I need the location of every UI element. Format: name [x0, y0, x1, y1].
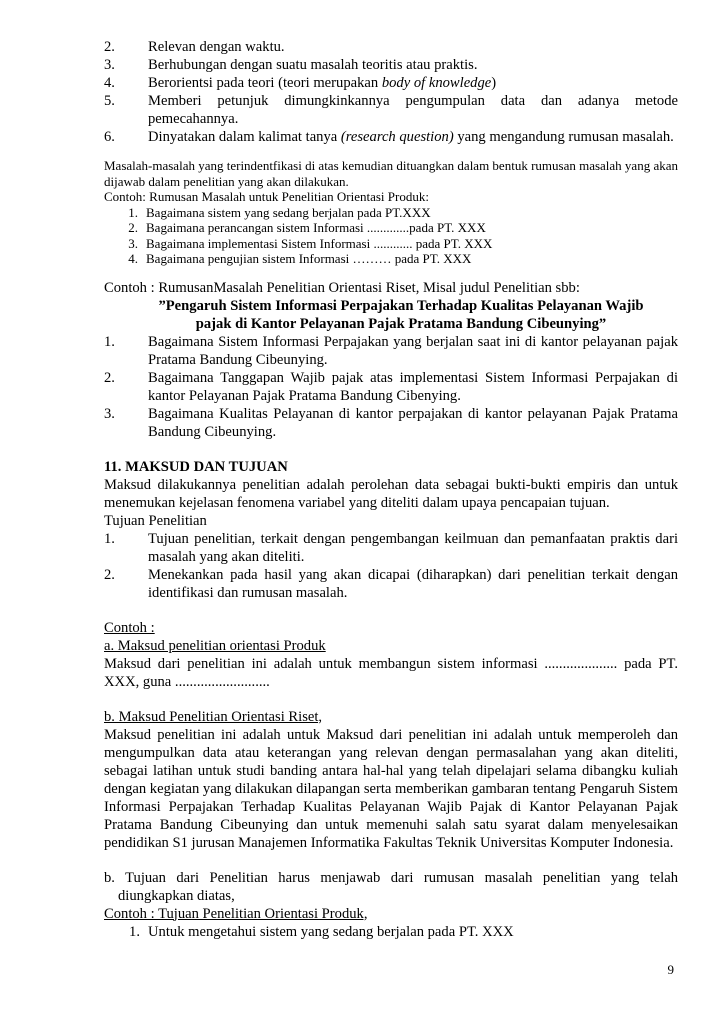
list-number: 2.: [104, 39, 115, 55]
sub-a-heading: a. Maksud penelitian orientasi Produk: [104, 637, 326, 654]
sub-b-paragraph: Maksud penelitian ini adalah untuk Maksud dari penelitian ini adalah untuk memperoleh dan mengumpulkan data atau keterangan yang relevan dengan permasalahan yang akan diteliti, sebagai latihan untuk studi banding antara hal-hal yang telah dipelajari selama dibangku kuliah dengan kegiatan yang dilakukan dilapangan serta memberikan gambaran tentang Pengaruh Sistem Informasi Perpajakan Terhadap Kualitas Pelayanan Wajib Pajak di Kantor Pelayanan Pajak Pratama Bandung Cibeunying dan untuk memenuhi salah satu syarat dalam menyelesaikan pendidikan S1 jurusan Manajemen Informatika Fakultas Teknik Universitas Komputer Indonesia.: [104, 726, 678, 851]
criteria-list: [104, 38, 678, 146]
list-text: Menekankan pada hasil yang akan dicapai (diharapkan) dari penelitian terkait dengan identifikasi dan rumusan masalah.: [148, 566, 678, 601]
list-text: yang mengandung rumusan masalah.: [453, 129, 674, 145]
list-item: [104, 923, 678, 941]
list-item: [104, 220, 678, 236]
list-number: 1.: [128, 204, 138, 220]
list-number: 4.: [128, 251, 138, 266]
page-number: 9: [667, 962, 674, 977]
sub-b-heading: b. Maksud Penelitian Orientasi Riset,: [104, 708, 323, 725]
list-text: Bagaimana perancangan sistem Informasi .............pada PT. XXX: [146, 220, 486, 235]
contoh-label: Contoh :: [104, 619, 155, 636]
list-text: Dinyatakan dalam kalimat tanya: [148, 129, 341, 145]
list-item: [104, 333, 678, 369]
list-text: Berorientsi pada teori (teori merupakan: [148, 75, 382, 91]
list-item: [104, 56, 678, 74]
tujuan-b-paragraph: b. Tujuan dari Penelitian harus menjawab dari rumusan masalah penelitian yang telah diungkapkan diatas,: [104, 869, 678, 904]
list-text: Bagaimana Sistem Informasi Perpajakan yang berjalan saat ini di kantor pelayanan pajak Pratama Bandung Cibeunying.: [148, 333, 678, 368]
document-page: [104, 38, 678, 941]
list-text: Bagaimana pengujian sistem Informasi ……… pada PT. XXX: [146, 251, 472, 266]
tujuan-label: Tujuan Penelitian: [104, 512, 207, 529]
list-text: Untuk mengetahui sistem yang sedang berjalan pada PT. XXX: [148, 923, 514, 940]
list-number: 3.: [104, 57, 115, 73]
list-item: [104, 236, 678, 252]
spacer: [104, 146, 678, 158]
list-number: 4.: [104, 75, 115, 91]
list-item: [104, 92, 678, 128]
small-paragraph: Masalah-masalah yang terindentfikasi di atas kemudian dituangkan dalam bentuk rumusan masalah yang akan dijawab dalam penelitian yang akan dilakukan.: [104, 158, 678, 189]
small-list: [104, 205, 678, 267]
list-number: 6.: [104, 129, 115, 145]
research-question-list: [104, 333, 678, 441]
spacer: [104, 441, 678, 458]
list-text-italic: (research question): [340, 129, 454, 145]
list-item: [104, 530, 678, 566]
contoh-riset-label: Contoh : RumusanMasalah Penelitian Orientasi Riset, Misal judul Penelitian sbb:: [104, 279, 580, 296]
list-text-italic: body of knowledge: [381, 75, 492, 91]
list-text: Berhubungan dengan suatu masalah teoritis atau praktis.: [148, 57, 478, 73]
list-item: [104, 405, 678, 441]
list-item: [104, 566, 678, 602]
list-number: 2.: [104, 566, 115, 583]
list-item: [104, 369, 678, 405]
list-item: [104, 205, 678, 221]
research-title-line-2: pajak di Kantor Pelayanan Pajak Pratama Bandung Cibeunying”: [195, 315, 607, 332]
list-text: Bagaimana sistem yang sedang berjalan pada PT.XXX: [146, 204, 431, 220]
spacer: [104, 852, 678, 869]
maksud-paragraph: Maksud dilakukannya penelitian adalah perolehan data sebagai bukti-bukti empiris dan untuk menemukan kejelasan fenomena variabel yang diteliti dalam upaya pencapaian tujuan.: [104, 476, 678, 511]
list-number: 1.: [129, 923, 140, 940]
list-number: 3.: [104, 405, 115, 422]
list-text: Memberi petunjuk dimungkinkannya pengumpulan data dan adanya metode pemecahannya.: [148, 93, 678, 127]
list-item: [104, 38, 678, 56]
spacer: [104, 691, 678, 708]
list-number: 5.: [104, 93, 115, 109]
list-text: Relevan dengan waktu.: [148, 39, 285, 55]
list-number: 1.: [104, 530, 115, 547]
sub-a-paragraph: Maksud dari penelitian ini adalah untuk membangun sistem informasi .................... pada PT. XXX, guna ..........................: [104, 655, 678, 690]
research-title-line-1: ”Pengaruh Sistem Informasi Perpajakan Terhadap Kualitas Pelayanan Wajib: [158, 297, 644, 314]
small-contoh-label: Contoh: Rumusan Masalah untuk Penelitian Orientasi Produk:: [104, 189, 429, 204]
list-number: 3.: [128, 235, 138, 251]
list-number: 1.: [104, 333, 115, 350]
list-text: ): [491, 75, 497, 91]
tujuan-list: [104, 530, 678, 602]
contoh-tujuan-label: Contoh : Tujuan Penelitian Orientasi Produk,: [104, 905, 368, 922]
list-text: Bagaimana Tanggapan Wajib pajak atas implementasi Sistem Informasi Perpajakan di kantor Pelayanan Pajak Pratama Bandung Cibenying.: [148, 369, 678, 404]
spacer: [104, 267, 678, 279]
list-text: Tujuan penelitian, terkait dengan pengembangan keilmuan dan pemanfaatan praktis dari masalah yang akan diteliti.: [148, 530, 678, 565]
list-item: [104, 128, 678, 146]
list-number: 2.: [128, 220, 138, 235]
list-text: Bagaimana Kualitas Pelayanan di kantor perpajakan di kantor pelayanan Pajak Pratama Bandung Cibeunying.: [148, 405, 678, 440]
list-number: 2.: [104, 369, 115, 386]
spacer: [104, 602, 678, 619]
list-item: [104, 251, 678, 267]
list-text: Bagaimana implementasi Sistem Informasi ............ pada PT. XXX: [146, 235, 493, 251]
list-item: [104, 74, 678, 92]
section-heading: 11. MAKSUD DAN TUJUAN: [104, 458, 288, 475]
